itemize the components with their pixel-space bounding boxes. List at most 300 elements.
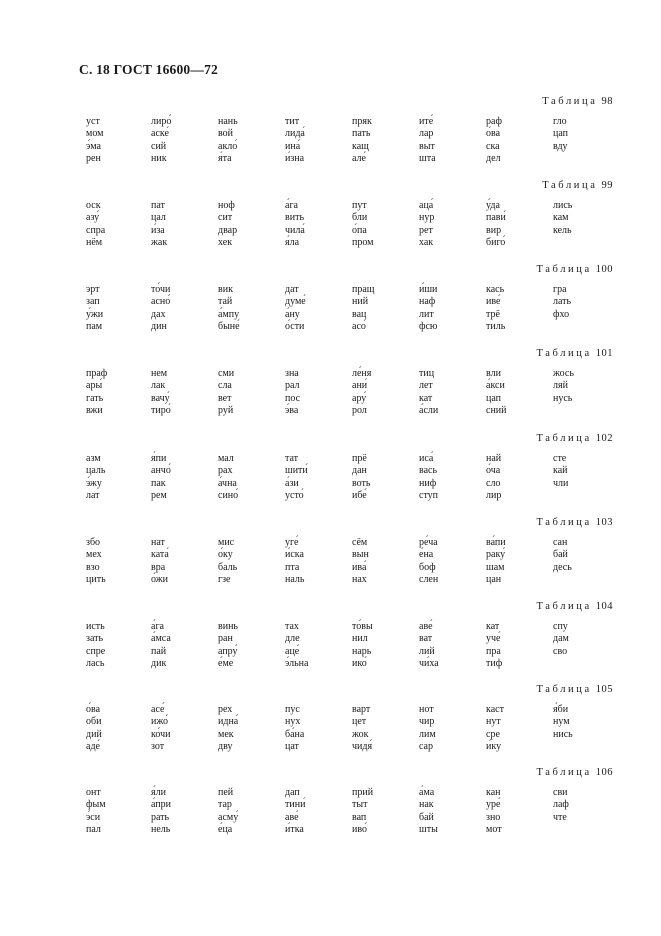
syllable-cell: сла [218,380,232,392]
syllable-cell: нум [553,716,570,728]
table-caption [537,517,613,528]
syllable-cell: думе́ [285,296,306,308]
syllable-cell: пус [285,704,300,715]
syllable-cell: лар [419,128,434,140]
syllable-cell: зна [285,368,299,379]
syllable-cell: и́ши [419,284,438,295]
table-number: 98 [601,96,613,107]
syllable-column [352,621,422,670]
syllable-cell: сём [352,537,368,548]
syllable-cell: ина́ [285,140,301,152]
syllable-cell: лит [419,308,434,320]
syllable-cell: асно́ [151,296,171,308]
syllable-cell: э́жу [86,477,102,489]
table-caption-label: Таблица [536,433,592,444]
syllable-column [151,284,221,333]
table-caption [542,180,613,191]
syllable-cell: кат [486,621,500,632]
syllable-cell: цал [151,212,166,224]
syllable-cell: оби [86,716,102,728]
syllable-column [285,368,355,417]
syllable-cell: пал [86,823,101,835]
syllable-cell: аве́ [419,621,433,632]
table-block [0,767,661,847]
syllable-cell: мис [218,537,235,548]
syllable-cell: нём [86,236,103,248]
syllable-cell: сте [553,453,567,464]
syllable-column [486,787,556,836]
syllable-cell: чи́ха [419,657,439,669]
syllable-column [218,704,288,753]
syllable-cell: шта [419,152,436,164]
syllable-column [352,704,422,753]
syllable-cell: азу́ [86,212,100,224]
table-caption [537,684,613,695]
syllable-cell: кай [553,465,568,477]
table-number: 104 [595,601,613,612]
syllable-cell: нем [151,368,168,379]
syllable-cell: слен [419,573,439,585]
syllable-cell: раку́ [486,549,506,561]
syllable-cell: бли [352,212,368,224]
syllable-cell: мот [486,823,502,835]
syllable-column [486,537,556,586]
syllable-cell: асо́ [352,320,366,332]
table-caption-label: Таблица [536,517,592,528]
syllable-cell: чир [419,716,435,728]
syllable-cell: кась [486,284,505,295]
syllable-cell: кат [419,392,433,404]
syllable-column [86,704,156,753]
syllable-cell: тыт [352,799,368,811]
table-block [0,601,661,681]
table-block [0,433,661,513]
syllable-cell: тах [285,621,299,632]
syllable-cell: бай [553,549,568,561]
syllable-cell: рет [419,224,433,236]
syllable-cell: лир [486,489,502,501]
table-caption-label: Таблица [536,601,592,612]
syllable-cell: тиц [419,368,435,379]
table-caption [537,767,613,778]
syllable-cell: а́га [151,621,164,632]
syllable-cell: ниф [419,477,437,489]
syllable-cell: сви [553,787,568,798]
syllable-cell: идна́ [218,716,239,728]
syllable-column [486,284,556,333]
syllable-column [486,453,556,502]
syllable-cell: пос [285,392,301,404]
syllable-cell: иво́ [352,823,368,835]
syllable-column [486,116,556,165]
syllable-cell: пряк [352,116,372,127]
syllable-column [86,368,156,417]
table-caption-label: Таблица [542,180,598,191]
syllable-cell: вра [151,561,166,573]
syllable-cell: оск [86,200,101,211]
table-block [0,96,661,176]
syllable-cell: спу [553,621,568,632]
syllable-cell: каст [486,704,504,715]
syllable-cell: а́ма [419,787,435,798]
syllable-cell: воть [352,477,371,489]
syllable-cell: ани́ [352,380,368,392]
syllable-column [285,537,355,586]
table-number: 99 [601,180,613,191]
syllable-cell: шты [419,823,438,835]
syllable-cell: аца́ [419,200,434,211]
syllable-cell: нись [553,728,573,740]
syllable-column [285,704,355,753]
syllable-cell: лида́ [285,128,305,140]
syllable-column [553,787,623,824]
syllable-cell: руй [218,404,234,416]
syllable-cell: пат [151,200,165,211]
syllable-cell: э́си [86,811,101,823]
syllable-cell: бай [419,811,434,823]
syllable-cell: вын [352,549,369,561]
syllable-cell: зот [151,740,165,752]
syllable-cell: ре́ча [419,537,438,548]
syllable-cell: я́пи [151,453,167,464]
page-header: С. 18 ГОСТ 16600—72 [79,62,218,77]
syllable-column [151,453,221,502]
syllable-column [218,200,288,249]
syllable-cell: ижо́ [151,716,169,728]
syllable-cell: лак [151,380,166,392]
table-caption [537,433,613,444]
syllable-cell: вли [486,368,501,379]
syllable-cell: дле [285,633,300,645]
syllable-cell: вап [352,811,367,823]
syllable-column [486,621,556,670]
syllable-cell: мек [218,728,234,740]
syllable-cell: ибе́ [352,489,367,501]
syllable-cell: мом [86,128,104,140]
syllable-column [352,116,422,165]
table-caption [537,348,613,359]
syllable-cell: вац [352,308,367,320]
syllable-cell: дин [151,320,167,332]
syllable-cell: лась [86,657,105,669]
syllable-cell: уге́ [285,537,299,548]
syllable-cell: а́кси [486,380,505,392]
syllable-cell: ноф [218,200,235,211]
syllable-cell: нур [419,212,435,224]
syllable-cell: лаф [553,799,569,811]
syllable-cell: о́сти [285,320,305,332]
table-number: 101 [595,348,613,359]
syllable-cell: нат [151,537,165,548]
syllable-column [218,621,288,670]
syllable-cell: пращ [352,284,375,295]
table-caption-label: Таблица [536,348,592,359]
syllable-cell: и́ска [285,549,304,561]
syllable-cell: эрт [86,284,100,295]
syllable-column [218,116,288,165]
syllable-cell: аде́ [86,740,100,752]
table-columns [0,453,661,509]
syllable-cell: нак [419,799,434,811]
syllable-column [218,368,288,417]
syllable-cell: сре [486,728,500,740]
syllable-cell: дат [285,284,299,295]
syllable-column [352,453,422,502]
syllable-cell: э́ва [285,404,299,416]
syllable-cell: лим [419,728,436,740]
syllable-column [285,453,355,502]
syllable-cell: пей [218,787,234,798]
syllable-cell: асму́ [218,811,239,823]
table-caption [537,601,613,612]
syllable-cell: тит [285,116,300,127]
syllable-column [285,200,355,249]
syllable-cell: ва́пи [486,537,506,548]
syllable-cell: гло [553,116,567,127]
table-caption [542,96,613,107]
syllable-column [151,116,221,165]
syllable-cell: нусь [553,392,573,404]
syllable-cell: исть [86,621,105,632]
syllable-cell: а́мса [151,633,171,645]
syllable-cell: вась [419,465,438,477]
syllable-cell: пра [486,645,501,657]
syllable-cell: ний [352,296,369,308]
syllable-cell: чте [553,811,567,823]
syllable-cell: сло [486,477,501,489]
table-columns [0,787,661,843]
syllable-cell: ляй [553,380,568,392]
syllable-column [151,368,221,417]
syllable-cell: лет [419,380,433,392]
table-columns [0,284,661,340]
syllable-cell: спра [86,224,106,236]
syllable-column [553,537,623,574]
syllable-cell: кель [553,224,572,236]
syllable-cell: нарь [352,645,372,657]
syllable-cell: гзе [218,573,231,585]
syllable-cell: о́ва [486,128,501,140]
syllable-column [218,453,288,502]
syllable-column [151,787,221,836]
syllable-column [86,116,156,165]
syllable-cell: нух [285,716,301,728]
syllable-cell: уст [86,116,100,127]
syllable-column [553,704,623,741]
syllable-cell: асе́ [151,704,165,715]
syllable-cell: я́ли [151,787,166,798]
syllable-cell: пта [285,561,300,573]
syllable-cell: быне́ [218,320,240,332]
syllable-column [419,200,489,249]
syllable-cell: а́зи [285,477,299,489]
syllable-cell: ска [486,140,500,152]
syllable-cell: вачу́ [151,392,170,404]
syllable-cell: усто́ [285,489,304,501]
syllable-cell: нут [486,716,501,728]
syllable-cell: ко́чи [151,728,171,740]
syllable-cell: винь [218,621,238,632]
syllable-cell: ите́ [419,116,434,127]
syllable-column [151,200,221,249]
syllable-column [285,787,355,836]
syllable-cell: шам [486,561,505,573]
table-caption-label: Таблица [536,264,592,275]
table-number: 102 [595,433,613,444]
table-block [0,684,661,764]
syllable-column [86,200,156,249]
syllable-cell: сит [218,212,233,224]
table-caption-label: Таблица [542,96,598,107]
syllable-column [218,284,288,333]
table-columns [0,704,661,760]
syllable-cell: гать [86,392,104,404]
syllable-cell: э́льна [285,657,309,669]
syllable-cell: мех [86,549,102,561]
syllable-cell: апру́ [218,645,238,657]
syllable-cell: цет [352,716,367,728]
syllable-cell: взо [86,561,100,573]
syllable-cell: фсю [419,320,438,332]
syllable-cell: рем [151,489,167,501]
syllable-cell: тай [218,296,233,308]
syllable-cell: дий [86,728,102,740]
syllable-cell: ару́ [352,392,367,404]
syllable-cell: уче́ [486,633,501,645]
syllable-cell: акло́ [218,140,238,152]
syllable-cell: цат [285,740,299,752]
syllable-column [419,453,489,502]
syllable-cell: лий [419,645,435,657]
table-caption-label: Таблица [536,767,592,778]
syllable-cell: кащ [352,140,369,152]
syllable-cell: и́за [151,224,165,236]
syllable-cell: зно [486,811,501,823]
syllable-cell: а́чна [218,477,237,489]
syllable-cell: ката́ [151,549,169,561]
syllable-cell: сан [553,537,568,548]
syllable-cell: сми [218,368,235,379]
syllable-cell: трё [486,308,500,320]
syllable-cell: вой [218,128,234,140]
table-number: 106 [595,767,613,778]
syllable-cell: я́та [218,152,232,164]
syllable-cell: выт [419,140,435,152]
syllable-cell: пам [86,320,103,332]
syllable-cell: дан [352,465,367,477]
syllable-cell: фым [86,799,106,811]
syllable-cell: мал [218,453,234,464]
syllable-cell: рал [285,380,300,392]
syllable-cell: наф [419,296,436,308]
syllable-cell: пут [352,200,367,211]
syllable-cell: цаль [86,465,106,477]
syllable-cell: рол [352,404,367,416]
syllable-cell: тат [285,453,299,464]
syllable-cell: е́ме [218,657,234,669]
syllable-column [553,453,623,490]
syllable-cell: тиль [486,320,506,332]
syllable-column [151,537,221,586]
syllable-cell: най [486,453,502,464]
syllable-cell: прий [352,787,374,798]
syllable-column [419,787,489,836]
syllable-cell: рен [86,152,101,164]
syllable-cell: дап [285,787,300,798]
syllable-cell: рех [218,704,233,715]
syllable-cell: пром [352,236,374,248]
syllable-cell: а́при [151,799,172,811]
syllable-column [553,368,623,405]
table-caption-label: Таблица [536,684,592,695]
syllable-cell: ват [419,633,433,645]
syllable-cell: чидя́ [352,740,373,752]
syllable-cell: аске́ [151,128,169,140]
syllable-cell: хак [419,236,434,248]
syllable-column [218,787,288,836]
syllable-cell: о́ку [218,549,233,561]
syllable-cell: ико́ [352,657,367,669]
syllable-cell: вжи [86,404,103,416]
syllable-column [419,537,489,586]
syllable-column [419,284,489,333]
syllable-column [352,368,422,417]
syllable-cell: нах [352,573,367,585]
syllable-cell: раф [486,116,502,127]
syllable-cell: фхо [553,308,570,320]
syllable-cell: уре́ [486,799,501,811]
syllable-cell: нель [151,823,171,835]
table-caption [537,264,613,275]
syllable-cell: лат [86,489,100,501]
syllable-cell: я́ла [285,236,300,248]
table-block [0,264,661,344]
syllable-cell: пак [151,477,166,489]
syllable-cell: то́чи [151,284,171,295]
syllable-cell: дву [218,740,233,752]
syllable-column [218,537,288,586]
syllable-cell: онт [86,787,101,798]
syllable-cell: сний [486,404,507,416]
syllable-cell: гра [553,284,567,295]
syllable-cell: спре [86,645,106,657]
syllable-cell: боф [419,561,436,573]
syllable-cell: жак [151,236,168,248]
syllable-cell: иве́ [486,296,501,308]
syllable-cell: у́да [486,200,500,211]
syllable-cell: чила́ [285,224,305,236]
table-number: 100 [595,264,613,275]
syllable-column [553,284,623,321]
syllable-cell: вду [553,140,568,152]
syllable-cell: пави́ [486,212,506,224]
syllable-cell: двар [218,224,238,236]
syllable-cell: зап [86,296,100,308]
syllable-cell: праф [86,368,108,379]
syllable-cell: анчо́ [151,465,171,477]
table-block [0,180,661,260]
syllable-column [553,621,623,658]
syllable-cell: аце́ [285,645,300,657]
syllable-cell: е́на [419,549,434,561]
syllable-column [86,787,156,836]
syllable-column [486,704,556,753]
syllable-column [486,368,556,417]
syllable-cell: прё [352,453,367,464]
syllable-cell: ран [218,633,233,645]
table-columns [0,200,661,256]
syllable-cell: нот [419,704,434,715]
